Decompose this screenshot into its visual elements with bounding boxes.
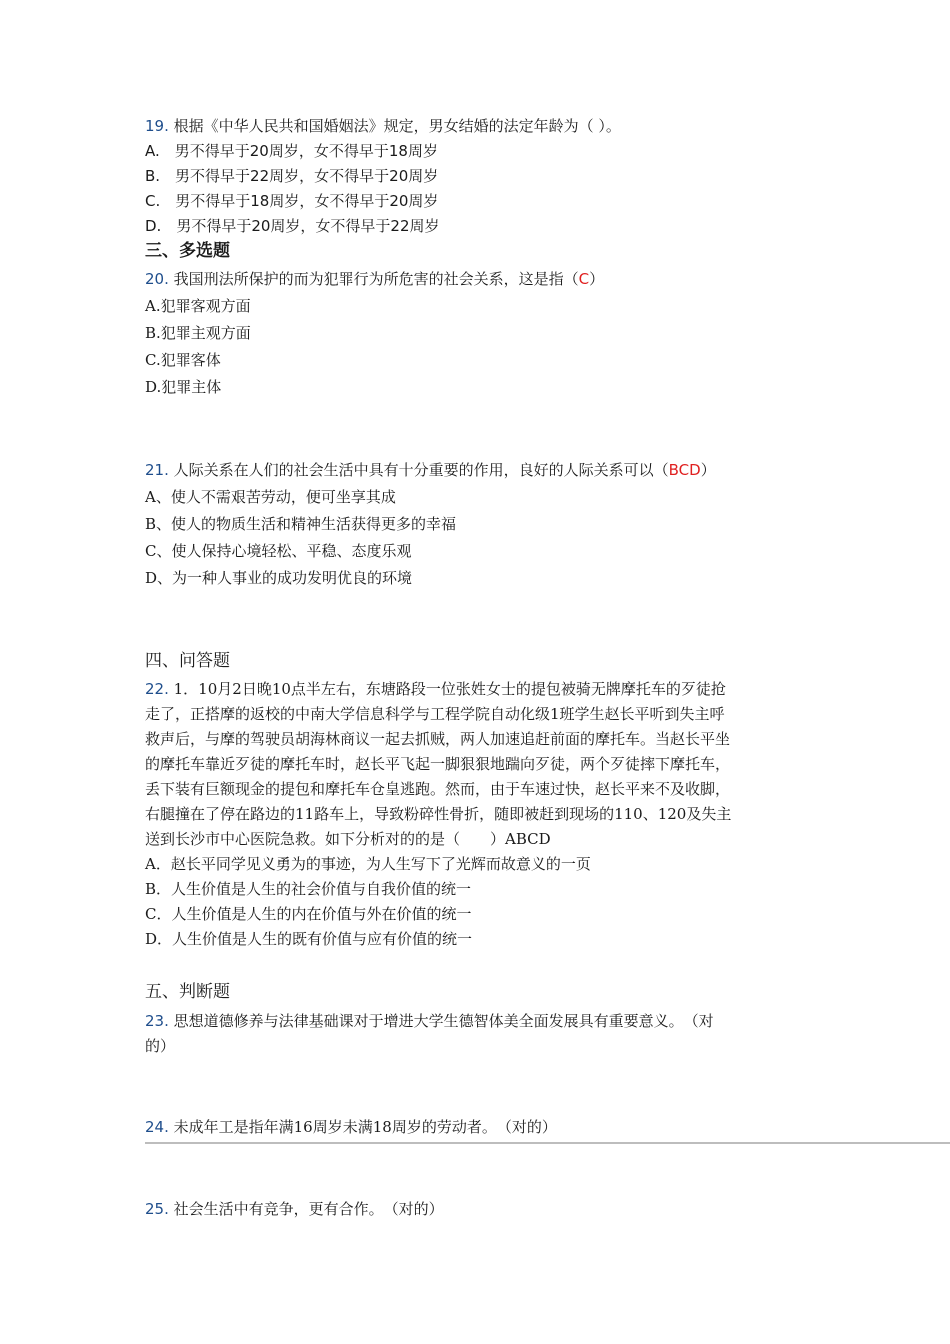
question-text: 我国刑法所保护的而为犯罪行为所危害的社会关系，这是指（ [173, 270, 579, 288]
question-number: 23. [145, 1012, 169, 1030]
answer-text: BCD [668, 461, 701, 479]
question-22-line-3: 救声后，与摩的驾驶员胡海林商议一起去抓贼，两人加速追赶前面的摩托车。当赵长平坐 [145, 730, 731, 748]
option-d: D、为一种人事业的成功发明优良的环境 [145, 569, 413, 587]
question-text: 未成年工是指年满16周岁未满18周岁的劳动者。 [173, 1118, 490, 1136]
option-a: A.犯罪客观方面 [145, 297, 251, 315]
question-text: 社会生活中有竞争，更有合作。 [173, 1200, 377, 1218]
option-c: C．人生价值是人生的内在价值与外在价值的统一 [145, 905, 472, 923]
question-22-line-2: 走了，正搭摩的返校的中南大学信息科学与工程学院自动化级1班学生赵长平听到失主呼 [145, 705, 725, 723]
question-22-line-4: 的摩托车靠近歹徒的摩托车时，赵长平飞起一脚狠狠地踹向歹徒，两个歹徒摔下摩托车， [145, 755, 731, 773]
option-c: C. 男不得早于18周岁，女不得早于20周岁 [145, 192, 439, 210]
option-a: A、使人不需艰苦劳动，便可坐享其成 [145, 488, 396, 506]
question-23-line-2: 的） [145, 1037, 176, 1055]
answer-text: C [578, 270, 590, 288]
question-text: 1．10月2日晚10点半左右，东塘路段一位张姓女士的提包被骑无牌摩托车的歹徒抢 [173, 680, 726, 698]
option-d: D. 男不得早于20周岁，女不得早于22周岁 [145, 217, 440, 235]
option-b: B、使人的物质生活和精神生活获得更多的幸福 [145, 515, 457, 533]
question-text: 思想道德修养与法律基础课对于增进大学生德智体美全面发展具有重要意义。 （对 [173, 1012, 714, 1030]
question-text-end: ） [700, 461, 716, 479]
option-a: A. 男不得早于20周岁，女不得早于18周岁 [145, 142, 438, 160]
option-a: A．赵长平同学见义勇为的事迹，为人生写下了光辉而故意义的一页 [145, 855, 591, 873]
question-22-line-5: 丢下装有巨额现金的提包和摩托车仓皇逃跑。然而，由于车速过快，赵长平来不及收脚， [145, 780, 731, 798]
question-text: 人际关系在人们的社会生活中具有十分重要的作用，良好的人际关系可以（ [173, 461, 669, 479]
option-b: B. 男不得早于22周岁，女不得早于20周岁 [145, 167, 439, 185]
question-22-line-6: 右腿撞在了停在路边的11路车上，导致粉碎性骨折，随即被赶到现场的110、120及失主 [145, 805, 732, 823]
question-number: 20. [145, 270, 169, 288]
question-24 [145, 1116, 557, 1138]
horizontal-divider [145, 1142, 950, 1144]
question-number: 25. [145, 1200, 169, 1218]
question-21 [145, 459, 716, 481]
question-number: 19. [145, 117, 169, 135]
question-number: 22. [145, 680, 169, 698]
question-20 [145, 268, 604, 290]
question-text-end: ） [589, 270, 605, 288]
section-heading-qa: 四、问答题 [145, 651, 230, 671]
answer-text: （对的） [504, 1118, 557, 1136]
section-heading-multiple-choice: 三、多选题 [145, 241, 230, 261]
option-b: B.犯罪主观方面 [145, 324, 251, 342]
section-heading-true-false: 五、判断题 [145, 982, 230, 1002]
option-b: B．人生价值是人生的社会价值与自我价值的统一 [145, 880, 472, 898]
question-25 [145, 1198, 444, 1220]
question-text: 根据《中华人民共和国婚姻法》规定，男女结婚的法定年龄为（ ）。 [173, 117, 621, 135]
question-number: 21. [145, 461, 169, 479]
question-23 [145, 1010, 714, 1032]
option-c: C、使人保持心境轻松、平稳、态度乐观 [145, 542, 412, 560]
option-c: C.犯罪客体 [145, 351, 221, 369]
question-number: 24. [145, 1118, 169, 1136]
question-22-line-7: 送到长沙市中心医院急救。如下分析对的的是（ ）ABCD [145, 830, 551, 848]
option-d: D.犯罪主体 [145, 378, 222, 396]
answer-text: （对的） [391, 1200, 444, 1218]
question-22-line-1 [145, 678, 726, 700]
question-19 [145, 115, 621, 137]
option-d: D．人生价值是人生的既有价值与应有价值的统一 [145, 930, 473, 948]
